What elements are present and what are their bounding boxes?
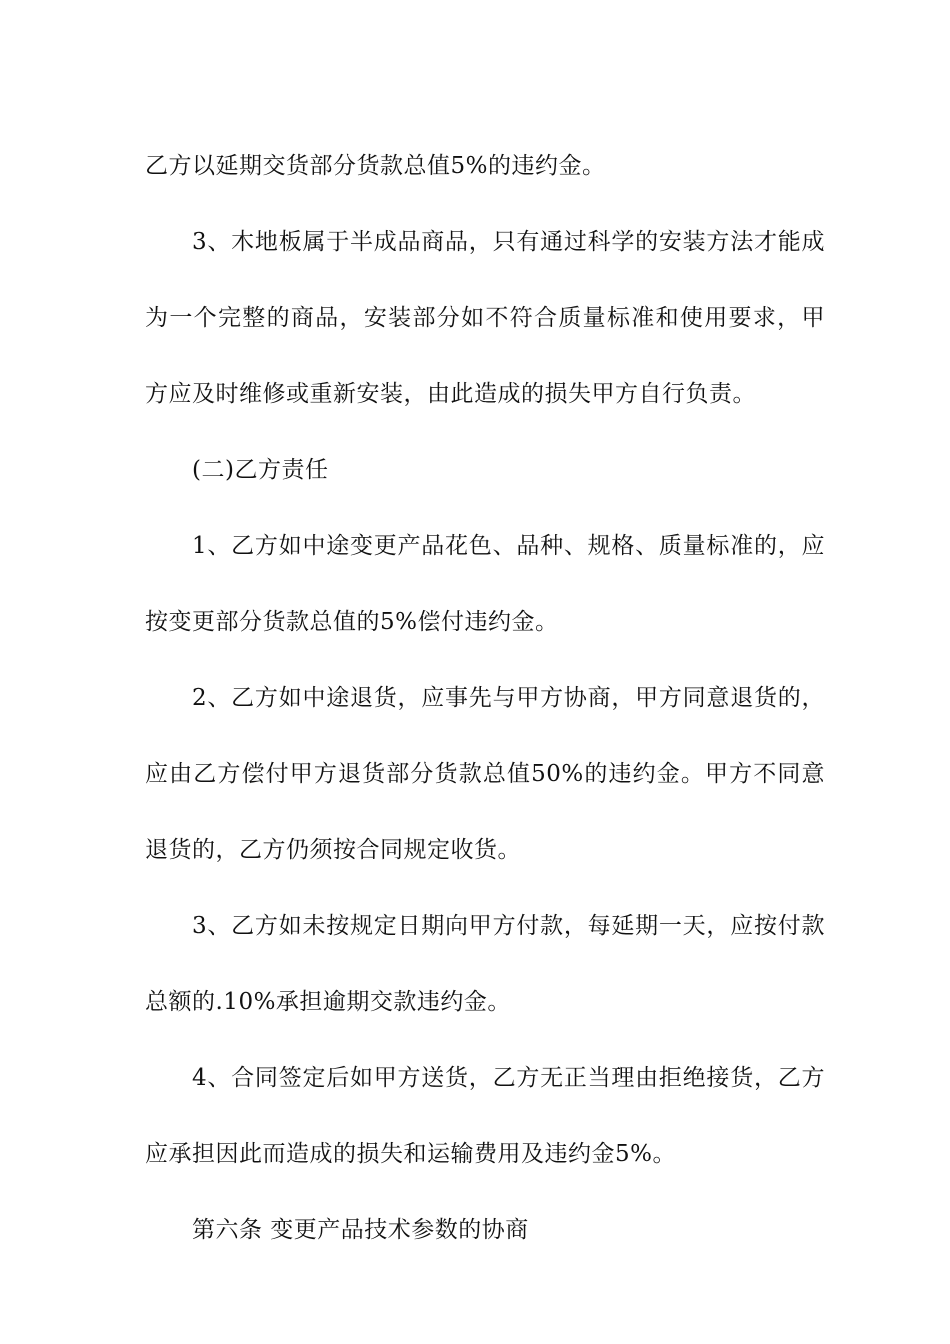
paragraph-clause-2-return: 2、乙方如中途退货，应事先与甲方协商，甲方同意退货的，应由乙方偿付甲方退货部分货款总值50%的违约金。甲方不同意退货的，乙方仍须按合同规定收货。 — [145, 685, 825, 863]
section-heading-party-b-liability: (二)乙方责任 — [192, 457, 329, 483]
paragraph-clause-4-refusal: 4、合同签定后如甲方送货，乙方无正当理由拒绝接货，乙方应承担因此而造成的损失和运输费用及违约金5%。 — [145, 1065, 825, 1167]
paragraph-clause-1-change: 1、乙方如中途变更产品花色、品种、规格、质量标准的，应按变更部分货款总值的5%偿付违约金。 — [145, 533, 825, 635]
document-body — [145, 128, 825, 1268]
paragraph-penalty-continuation: 乙方以延期交货部分货款总值5%的违约金。 — [145, 153, 606, 179]
paragraph-clause-3-payment: 3、乙方如未按规定日期向甲方付款，每延期一天，应按付款总额的.10%承担逾期交款违约金。 — [145, 913, 825, 1015]
paragraph-clause-3-installation: 3、木地板属于半成品商品，只有通过科学的安装方法才能成为一个完整的商品，安装部分如不符合质量标准和使用要求，甲方应及时维修或重新安装，由此造成的损失甲方自行负责。 — [145, 229, 825, 407]
article-heading-six: 第六条 变更产品技术参数的协商 — [192, 1217, 529, 1243]
